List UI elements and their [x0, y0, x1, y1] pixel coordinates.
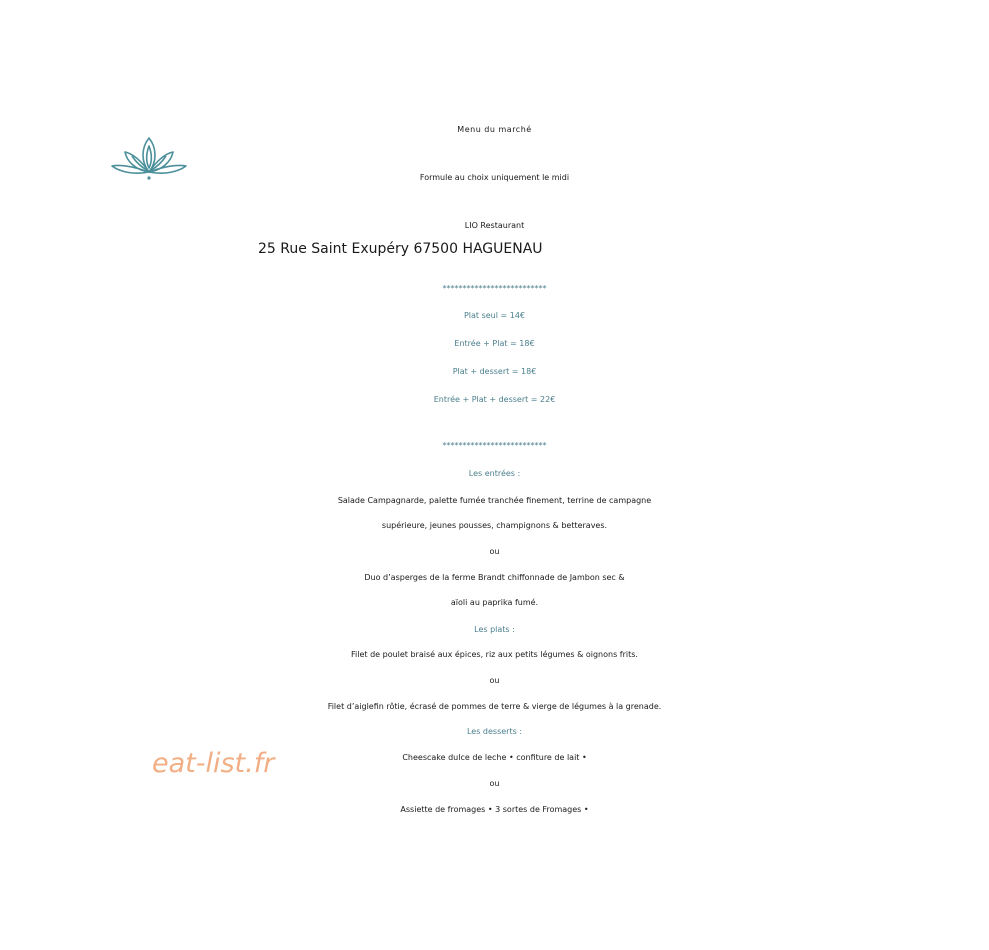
desserts-heading: Les desserts :	[466, 727, 523, 736]
separator-bottom: **************************	[442, 441, 547, 450]
entree-option-2-line-2: aïoli au paprika fumé.	[450, 598, 539, 607]
restaurant-name: LIO Restaurant	[464, 221, 525, 230]
entree-option-1-line-2: supérieure, jeunes pousses, champignons & betteraves.	[381, 521, 608, 530]
price-line: Entrée + Plat = 18€	[454, 339, 535, 348]
entrees-or: ou	[489, 547, 500, 556]
entrees-heading: Les entrées :	[468, 469, 521, 478]
entree-option-2-line-1: Duo d’asperges de la ferme Brandt chiffonnade de Jambon sec &	[364, 573, 625, 582]
dessert-option-2: Assiette de fromages • 3 sortes de Fromages •	[400, 805, 589, 814]
dessert-option-1: Cheescake dulce de leche • confiture de lait •	[402, 753, 587, 762]
restaurant-address: 25 Rue Saint Exupéry 67500 HAGUENAU	[258, 241, 543, 257]
price-line: Entrée + Plat + dessert = 22€	[433, 395, 556, 404]
watermark: eat-list.fr	[152, 748, 275, 779]
desserts-or: ou	[489, 779, 500, 788]
plats-heading: Les plats :	[474, 625, 515, 634]
price-line: Plat seul = 14€	[463, 311, 526, 320]
separator-top: **************************	[442, 284, 547, 293]
plat-option-2: Filet d’aiglefin rôtie, écrasé de pommes de terre & vierge de légumes à la grenade.	[327, 702, 662, 711]
plat-option-1: Filet de poulet braisé aux épices, riz aux petits légumes & oignons frits.	[351, 650, 638, 659]
page-subtitle: Formule au choix uniquement le midi	[419, 173, 570, 182]
entree-option-1-line-1: Salade Campagnarde, palette fumée tranchée finement, terrine de campagne	[337, 496, 652, 505]
price-line: Plat + dessert = 18€	[452, 367, 537, 376]
page-title: Menu du marché	[457, 125, 532, 134]
plats-or: ou	[489, 676, 500, 685]
